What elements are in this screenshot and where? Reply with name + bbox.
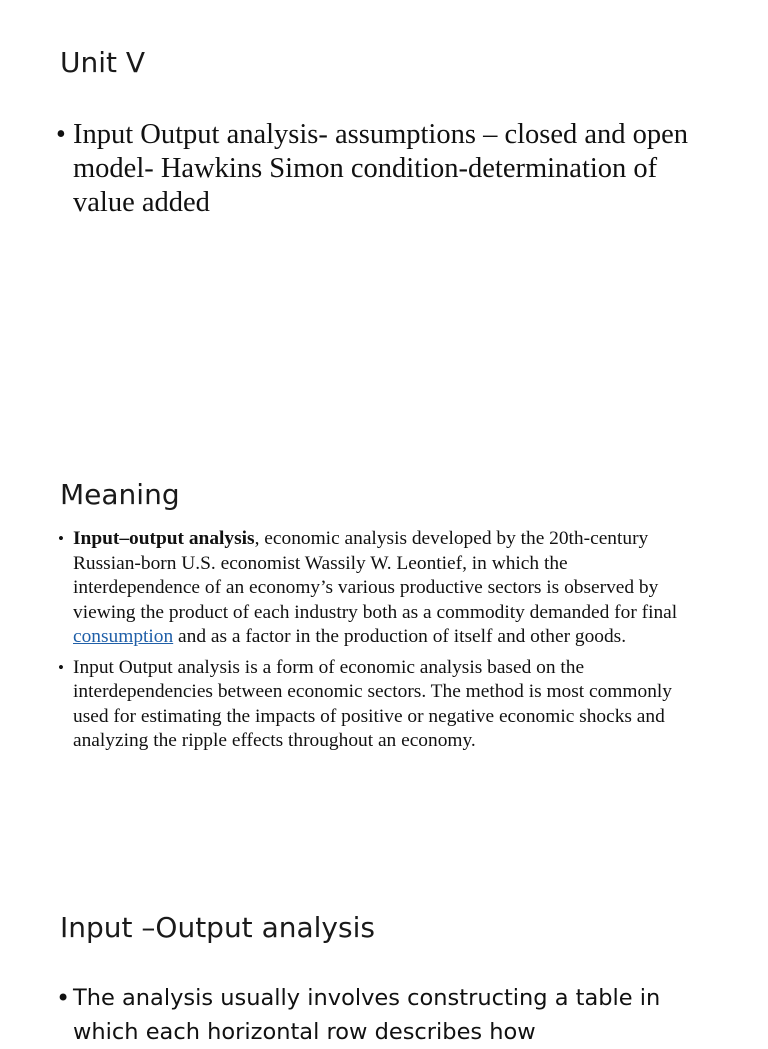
- bullet-text: , economic analysis developed by the 20th-century Russian-born U.S. economist Wassily W. Leontief, in which the interdependence of an economy’s various productive sectors is observed by viewing the product of each industry both as a commodity demanded for final: [73, 528, 678, 623]
- list-item: [56, 118, 706, 220]
- slide-input-output-analysis: [0, 880, 768, 1045]
- slide-unit-v: [0, 0, 768, 440]
- bullet-text: Input Output analysis- assumptions – closed and open model- Hawkins Simon condition-determination of value added: [73, 119, 689, 218]
- bullet-marker: •: [56, 984, 71, 1012]
- bullet-text: Input Output analysis is a form of economic analysis based on the interdependencies between economic sectors. The method is most commonly used for estimating the impacts of positive or negative economic shocks and analyzing the ripple effects throughout an economy.: [73, 656, 672, 751]
- consumption-link[interactable]: consumption: [73, 626, 174, 647]
- bullet-marker: •: [58, 529, 64, 548]
- list-item: [56, 981, 696, 1049]
- bullet-list: [56, 981, 696, 1049]
- bullet-marker: •: [56, 119, 66, 150]
- bullet-list: [56, 527, 696, 760]
- slide-title: Input –Output analysis: [60, 911, 375, 944]
- list-item: [56, 656, 696, 754]
- bullet-marker: •: [58, 657, 64, 677]
- term-bold: Input–output analysis: [73, 528, 255, 549]
- list-item: [56, 527, 696, 650]
- slide-title: Meaning: [60, 478, 180, 511]
- bullet-list: [56, 118, 706, 220]
- bullet-text: The analysis usually involves constructing a table in which each horizontal row describes how: [73, 985, 661, 1045]
- slide-title: Unit V: [60, 46, 146, 79]
- bullet-text-end: and as a factor in the production of itself and other goods.: [173, 626, 627, 647]
- slide-meaning: [0, 440, 768, 880]
